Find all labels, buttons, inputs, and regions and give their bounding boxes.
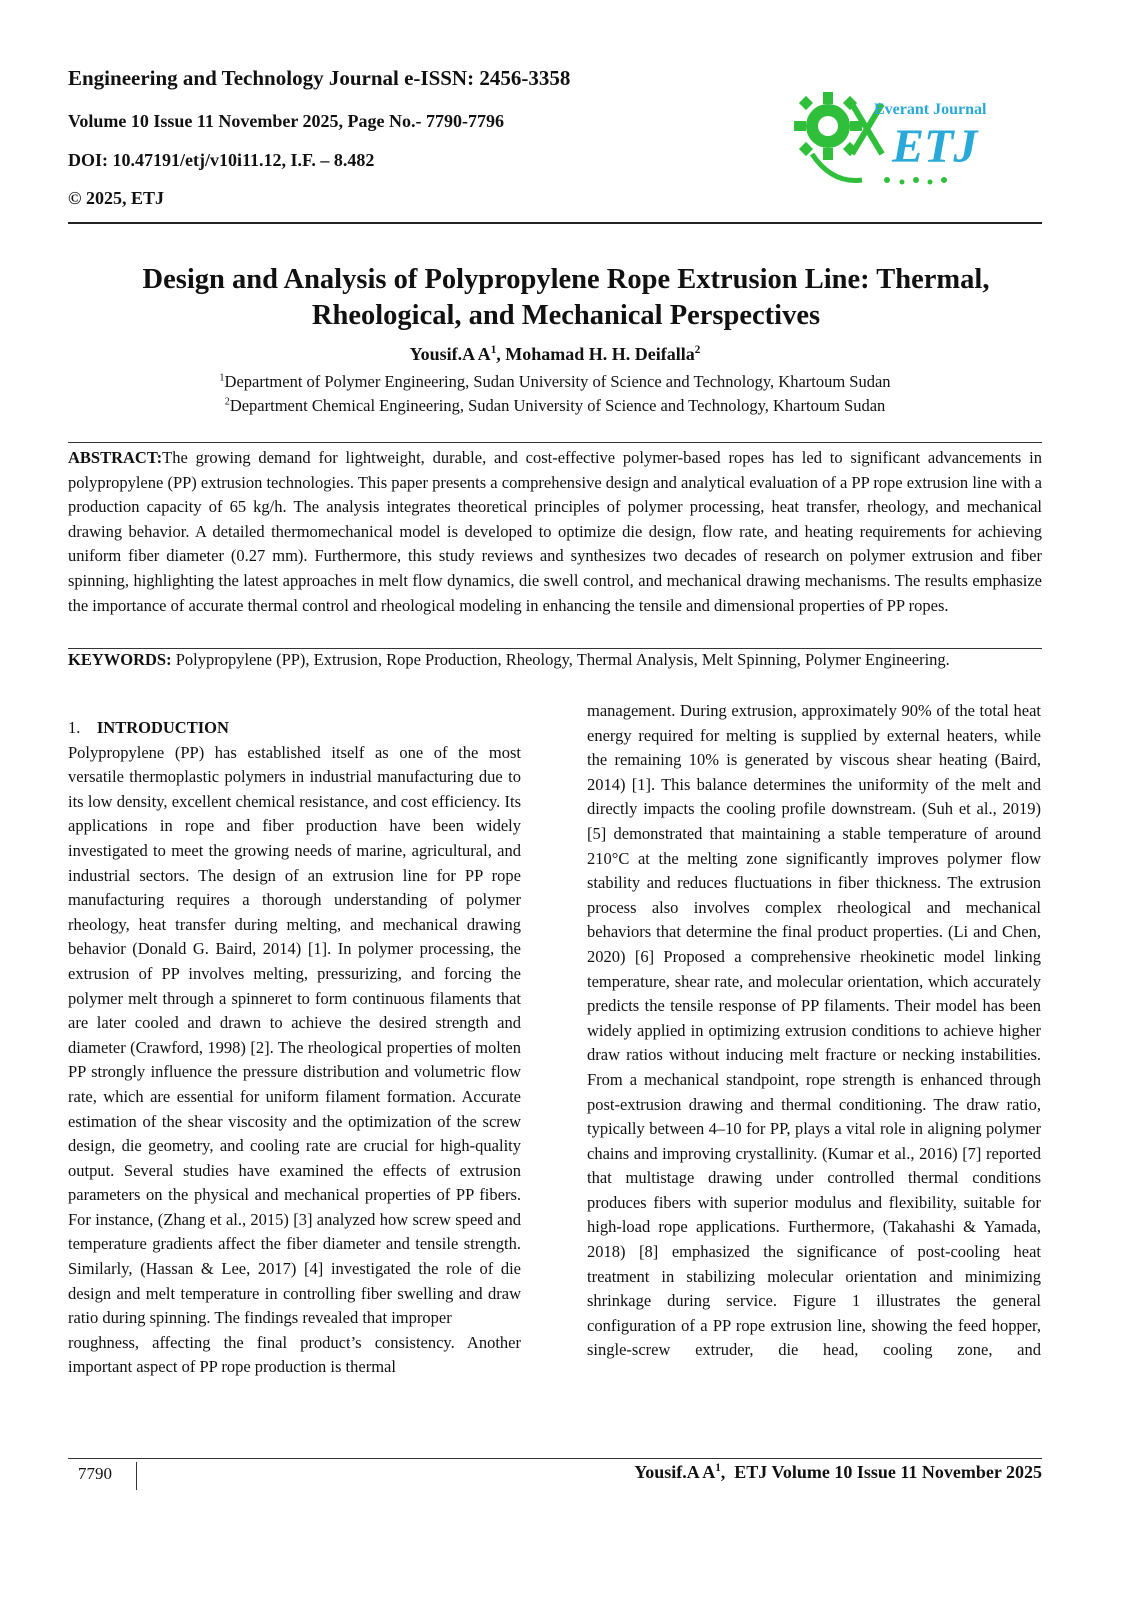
copyright: © 2025, ETJ bbox=[68, 188, 164, 208]
logo-text-top: Everant Journal bbox=[874, 101, 987, 118]
aff2-sup: 2 bbox=[224, 396, 230, 408]
keywords-text: Polypropylene (PP), Extrusion, Rope Production, Rheology, Thermal Analysis, Melt Spinning, Polymer Engineering. bbox=[171, 650, 950, 669]
author-2: Mohamad H. H. Deifalla bbox=[505, 344, 695, 364]
footer-separator bbox=[136, 1462, 137, 1490]
running-footer bbox=[634, 1462, 1042, 1483]
header-rule bbox=[68, 222, 1042, 224]
aff1-text: Department of Polymer Engineering, Sudan University of Science and Technology, Khartoum Sudan bbox=[224, 372, 891, 391]
footer-rule bbox=[68, 1458, 1042, 1459]
affiliation-2 bbox=[68, 396, 1042, 416]
abstract bbox=[68, 446, 1042, 618]
aff2-text: Department Chemical Engineering, Sudan University of Science and Technology, Khartoum Sudan bbox=[229, 396, 886, 415]
paper-title bbox=[80, 262, 1052, 334]
running-text: , ETJ Volume 10 Issue 11 November 2025 bbox=[720, 1462, 1042, 1482]
page-number: 7790 bbox=[78, 1464, 112, 1483]
volume-info: Volume 10 Issue 11 November 2025, Page No.- 7790-7796 bbox=[68, 111, 504, 131]
aff1-sup: 1 bbox=[219, 372, 225, 384]
keywords bbox=[68, 648, 1042, 673]
title-line-2: Rheological, and Mechanical Perspectives bbox=[311, 300, 821, 331]
intro-paragraph-1: Polypropylene (PP) has established itself as one of the most versatile thermoplastic polymers in industrial manufacturing due to its low density, excellent chemical resistance, and cost efficiency. Its applications in rope and fiber production have been widely investigated to meet the growing needs of marine, agricultural, and industrial sectors. The design of an extrusion line for PP rope manufacturing requires a thorough understanding of polymer rheology, heat transfer during melting, and mechanical drawing behavior (Donald G. Baird, 2014) [1]. In polymer processing, the extrusion of PP involves melting, pressurizing, and forcing the polymer melt through a spinneret to form continuous filaments that are later cooled and drawn to achieve the desired strength and diameter (Crawford, 1998) [2]. The rheological properties of molten PP strongly influence the pressure distribution and volumetric flow rate, which are essential for uniform filament formation. Accurate estimation of the shear viscosity and the optimization of the screw design, die geometry, and cooling rate are crucial for high-quality output. Several studies have examined the effects of extrusion parameters on the physical and mechanical properties of PP fibers. For instance, (Zhang et al., 2015) [3] analyzed how screw speed and temperature gradients affect the fiber diameter and tensile strength. Similarly, (Hassan & Lee, 2017) [4] investigated the role of die design and melt temperature in controlling fiber swelling and draw ratio during spinning. The findings revealed that improper bbox=[68, 742, 521, 1328]
section-title: INTRODUCTION bbox=[96, 718, 229, 737]
author-2-sup: 2 bbox=[694, 344, 701, 356]
etj-logo bbox=[792, 84, 1004, 194]
abstract-text: The growing demand for lightweight, durable, and cost-effective polymer-based ropes has led to significant advancements in polypropylene (PP) extrusion technologies. This paper presents a comprehensive design and analytical evaluation of a PP rope extrusion line with a production capacity of 65 kg/h. The analysis integrates theoretical principles of polymer processing, heat transfer, rheology, and mechanical drawing behavior. A detailed thermomechanical model is developed to optimize die design, flow rate, and heating requirements for achieving uniform fiber diameter (0.27 mm). Furthermore, this study reviews and synthesizes two decades of research on polymer extrusion and fiber spinning, highlighting the latest approaches in melt flow dynamics, die swell control, and mechanical drawing mechanisms. The results emphasize the importance of accurate thermal control and rheological modeling in enhancing the tensile and dimensional properties of PP ropes. bbox=[68, 448, 1042, 615]
right-column bbox=[587, 699, 1041, 1363]
author-separator: , bbox=[496, 344, 506, 364]
abstract-rule-top bbox=[68, 442, 1042, 443]
left-column bbox=[68, 716, 521, 1380]
title-line-1: Design and Analysis of Polypropylene Rope Extrusion Line: Thermal, bbox=[142, 264, 990, 295]
journal-name: Engineering and Technology Journal e-ISSN: 2456-3358 bbox=[68, 66, 571, 90]
author-1-sup: 1 bbox=[490, 344, 497, 356]
affiliation-1 bbox=[68, 372, 1042, 392]
logo-text-main: ETJ bbox=[892, 120, 978, 173]
author-1: Yousif.A A bbox=[409, 344, 491, 364]
section-heading bbox=[68, 716, 521, 741]
keywords-label: KEYWORDS: bbox=[68, 650, 172, 669]
running-author: Yousif.A A bbox=[634, 1462, 716, 1482]
right-paragraph-1: management. During extrusion, approximately 90% of the total heat energy required for melting is supplied by external heaters, while the remaining 10% is generated by viscous shear heating (Baird, 2014) [1]. This balance determines the uniformity of the melt and directly impacts the cooling profile downstream. (Suh et al., 2019) [5] demonstrated that maintaining a stable temperature of around 210°C at the melting zone significantly improves polymer flow stability and reduces fluctuations in fiber thickness. The extrusion process also involves complex rheological and mechanical behaviors that determine the final product properties. (Li and Chen, 2020) [6] Proposed a comprehensive rheokinetic model linking temperature, shear rate, and molecular orientation, which accurately predicts the tensile response of PP filaments. Their model has been widely applied in optimizing extrusion conditions to achieve higher draw ratios without inducing melt fracture or necking instabilities. From a mechanical standpoint, rope strength is enhanced through post-extrusion drawing and thermal conditioning. The draw ratio, typically between 4–10 for PP, plays a vital role in aligning polymer chains and improving crystallinity. (Kumar et al., 2016) [7] reported that multistage drawing under controlled thermal conditions produces fibers with superior modulus and flexibility, suitable for high-load rope applications. Furthermore, (Takahashi & Yamada, 2018) [8] emphasized the significance of post-cooling heat treatment in stabilizing molecular orientation and minimizing shrinkage during service. Figure 1 illustrates the general configuration of a PP rope extrusion line, showing the feed hopper, single-screw extruder, die head, cooling zone, and bbox=[587, 701, 1041, 1360]
abstract-label: ABSTRACT: bbox=[68, 448, 163, 467]
doi-info: DOI: 10.47191/etj/v10i11.12, I.F. – 8.482 bbox=[68, 150, 375, 170]
authors bbox=[68, 344, 1042, 365]
section-number: 1. bbox=[68, 718, 81, 737]
running-sup: 1 bbox=[715, 1462, 721, 1474]
intro-paragraph-2: roughness, affecting the final product’s consistency. Another important aspect of PP rope production is thermal bbox=[68, 1332, 521, 1377]
